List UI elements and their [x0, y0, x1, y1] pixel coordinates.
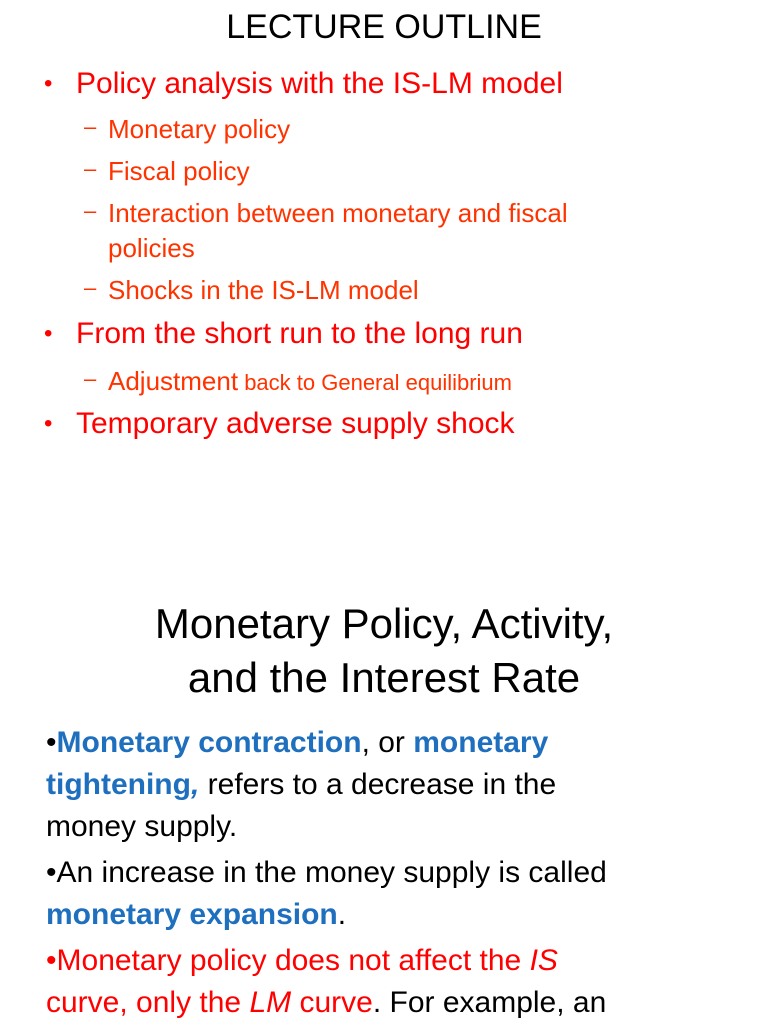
term-monetary-expansion: monetary expansion — [46, 898, 338, 931]
slide-title-line2: and the Interest Rate — [187, 654, 581, 701]
outline-subitem — [0, 273, 768, 307]
outline-bullet — [0, 316, 768, 352]
dash-marker: – — [84, 275, 97, 300]
dash-marker: – — [84, 198, 97, 223]
text-span: , or — [361, 726, 414, 759]
term-is: IS — [529, 944, 558, 977]
outline-bullet — [0, 66, 768, 102]
bullet-text: Temporary adverse supply shock — [76, 407, 515, 440]
text-span: refers to a decrease in the — [199, 768, 557, 801]
paragraph-line: money supply. — [46, 810, 238, 843]
subitem-text: Interaction between monetary and fiscal — [108, 198, 568, 228]
paragraph-line — [46, 982, 606, 1024]
outline-bullet — [0, 406, 768, 442]
text-span: curve — [291, 986, 373, 1019]
text-span: curve, only the — [46, 986, 250, 1019]
bullet-text: From the short run to the long run — [76, 317, 523, 350]
outline-subitem — [0, 364, 768, 398]
dash-marker: – — [84, 366, 97, 391]
bullet-marker: • — [44, 410, 53, 437]
paragraph-line — [46, 894, 346, 936]
outline-subitem — [0, 196, 768, 266]
text-span: . For example, an — [372, 986, 607, 1019]
text-span: Monetary policy does not affect the — [56, 944, 530, 977]
subitem-text-small: back to General equilibrium — [238, 370, 512, 395]
bullet-text: Policy analysis with the IS-LM model — [76, 67, 563, 100]
slide-title-line1: Monetary Policy, Activity, — [154, 600, 614, 647]
subitem-text: Shocks in the IS-LM model — [108, 275, 419, 305]
term-monetary: monetary — [413, 726, 549, 759]
dash-marker: – — [84, 114, 97, 139]
paragraph-line — [46, 764, 556, 806]
paragraph-line — [46, 940, 558, 982]
outline-subitem — [0, 112, 768, 146]
term-lm: LM — [249, 986, 292, 1019]
bullet-marker: • — [46, 726, 57, 759]
term-monetary-contraction: Monetary contraction — [56, 726, 362, 759]
comma: , — [190, 768, 200, 801]
subitem-text-continued: policies — [108, 233, 195, 263]
outline-subitem — [0, 154, 768, 188]
bullet-marker: • — [44, 70, 53, 97]
subitem-text-large: Adjustment — [108, 366, 239, 396]
term-tightening: tightening — [46, 768, 191, 801]
bullet-marker: • — [46, 856, 57, 889]
paragraph-line — [46, 722, 548, 764]
slide-title: LECTURE OUTLINE — [226, 8, 542, 46]
subitem-text — [108, 364, 512, 400]
bullet-marker: • — [46, 944, 57, 977]
dash-marker: – — [84, 156, 97, 181]
paragraph-line — [46, 852, 607, 894]
subitem-text: Monetary policy — [108, 114, 291, 144]
text-span: An increase in the money supply is called — [56, 856, 607, 889]
bullet-marker: • — [44, 320, 53, 347]
text-span: . — [337, 898, 347, 931]
subitem-text: Fiscal policy — [108, 156, 250, 186]
